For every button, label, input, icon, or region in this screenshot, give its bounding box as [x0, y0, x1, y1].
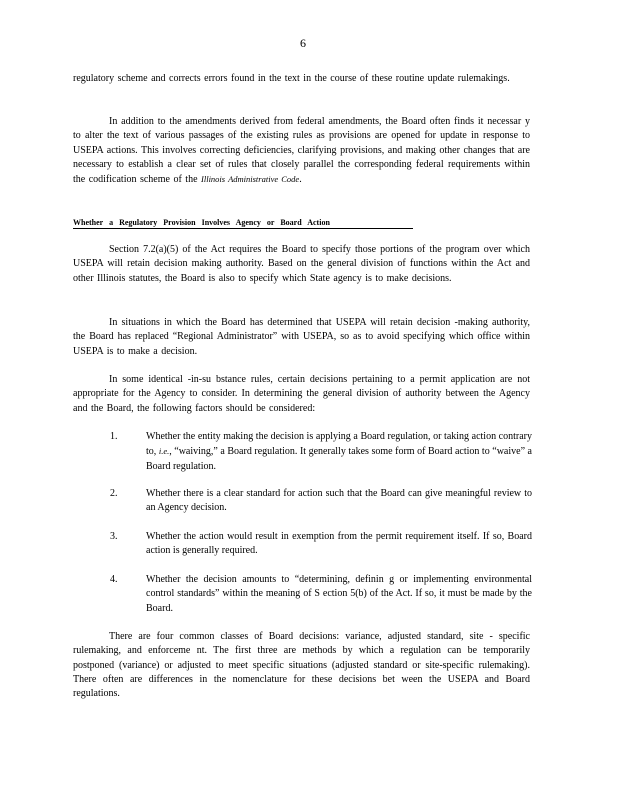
paragraph-main-text: In addition to the amendments derived from federal amendments, the Board often finds it necessar y to alter the text of various passages of the existing rules as provisions are opened for update in response to USEPA actions. This involves correcting deficiencies, clarifying provisions, and making other changes that are necessary to establish a clear set of rules that closely parallel the corresponding federal requirements within the codification scheme of the — [73, 116, 530, 186]
list-text-part: , “waiving,” a Board regulation. It generally takes some form of Board action to “waive” a Board regulation. — [146, 446, 532, 472]
factor-item-1 — [110, 430, 532, 474]
paragraph-identical-rules — [73, 373, 530, 416]
factor-item-2 — [110, 487, 532, 516]
list-text-part: Whether the entity making the decision is applying a Board regulation, or taking action contrary to, — [146, 431, 532, 458]
list-text: Whether the decision amounts to “determining, definin g or implementing environmental control standards” within the meaning of S ection 5(b) of the Act. If so, it must be made by the Board. — [146, 574, 532, 614]
paragraph-board-decisions — [73, 630, 530, 701]
list-number: 2. — [110, 488, 118, 499]
page-number: 6 — [300, 36, 306, 50]
paragraph-text: In some identical -in-su bstance rules, certain decisions pertaining to a permit application are not appropriate for the Agency to consider. In determining the general division of authority between the Agency and the Board, the following factors should be considered: — [73, 374, 530, 414]
factor-item-3 — [110, 530, 532, 559]
factor-item-4 — [110, 573, 532, 616]
paragraph-text: regulatory scheme and corrects errors found in the text in the course of these routine update rulemakings. — [73, 73, 510, 84]
ie-italic: i.e. — [158, 446, 170, 457]
list-item — [110, 530, 532, 559]
code-title-italic: Illinois Administrative Code — [201, 174, 300, 185]
paragraph-text: Section 7.2(a)(5) of the Act requires the Board to specify those portions of the program over which USEPA will retain decision making authority. Based on the general division of functions within the Act and other Illinois statutes, the Board is also to specify which State agency is to make decisions. — [73, 244, 530, 284]
list-item — [110, 430, 532, 474]
list-number: 4. — [110, 574, 118, 585]
section-heading: Whether a Regulatory Provision Involves Agency or Board Action — [73, 218, 413, 229]
list-text — [146, 430, 532, 474]
list-text: Whether the action would result in exemption from the permit requirement itself. If so, Board action is generally required. — [146, 531, 532, 557]
paragraph-text: In situations in which the Board has determined that USEPA will retain decision -making authority, the Board has replaced “Regional Administrator” with USEPA, so as to avoid specifying which office within USEPA is to make a decision. — [73, 317, 530, 357]
paragraph-text: There are four common classes of Board decisions: variance, adjusted standard, site - specific rulemaking, and enforceme nt. The first three are methods by which a regulation can be temporarily postponed (variance) or adjusted to meet specific situations (adjusted standard or site-specific rulemaking). There often are differences in the nomenclature for these decisions bet ween the USEPA and Board regulations. — [73, 631, 530, 700]
list-number: 1. — [110, 431, 118, 442]
list-text: Whether there is a clear standard for action such that the Board can give meaningful review to an Agency decision. — [146, 488, 532, 514]
list-item — [110, 487, 532, 516]
paragraph-section-7-2 — [73, 243, 530, 286]
paragraph-end: . — [299, 174, 302, 186]
list-item — [110, 573, 532, 616]
paragraph-continuation — [73, 72, 530, 86]
paragraph-text — [73, 115, 530, 187]
paragraph-amendments — [73, 115, 530, 187]
list-number: 3. — [110, 531, 118, 542]
paragraph-regional-administrator — [73, 316, 530, 359]
